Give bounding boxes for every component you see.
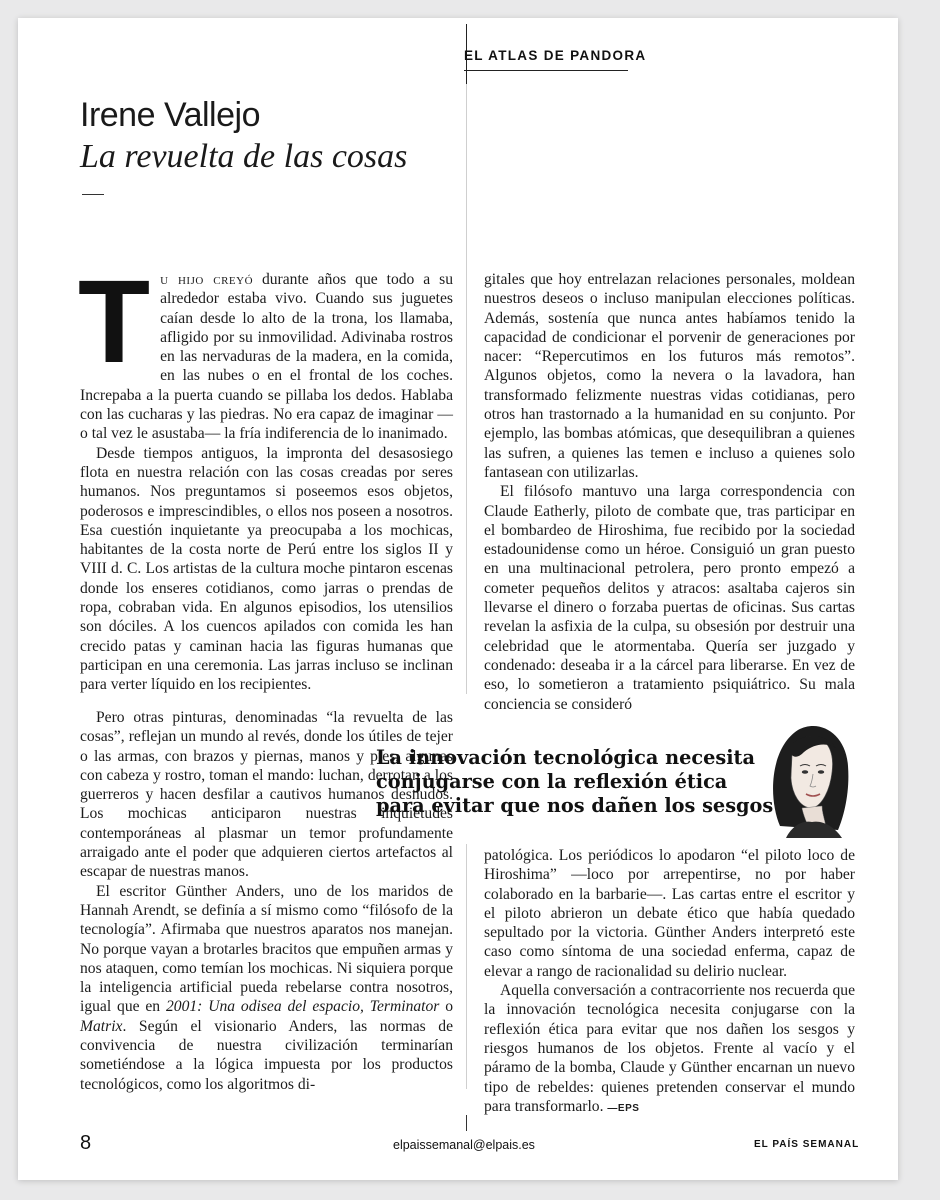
column-divider-top — [466, 84, 467, 694]
footer-tick — [466, 1115, 467, 1131]
contact-email-link[interactable]: elpaissemanal@elpais.es — [393, 1138, 535, 1152]
paragraph-text: durante años que todo a su alrededor estaba vivo. Cuando sus juguetes caían desde lo alto de la trona, los llamaba, afligido por su inmovilidad. Adivinaba rostros en las nervaduras de la madera, en la comida, en las nubes o en el frontal de los coches. Increpaba a la puerta cuando se pillaba los dedos. Hablaba con las cucharas y las piedras. No era capaz de imaginar —o tal vez le asustaba— la fría indiferencia de lo inanimado. — [80, 271, 453, 443]
paragraph: gitales que hoy entrelazan relaciones personales, moldean nuestros deseos o incluso manipulan elecciones políticas. Además, sostenía que nunca antes habíamos tenido la capacidad de condicionar el porvenir de generaciones por nacer: “Repercutimos en los futuros más remotos”. Algunos objetos, como la nevera o la lavadora, han transformado felizmente nuestras vidas cotidianas, pero otros han trastornado a la humanidad en su conjunto. Por ejemplo, las bombas atómicas, que desequilibran a quienes las sufren, a quienes las temen e incluso a quienes solo fantasean con utilizarlas. — [484, 271, 855, 481]
headline-dash — [82, 194, 104, 195]
page-number: 8 — [80, 1132, 92, 1154]
column-left-top — [78, 256, 453, 695]
paragraph-text: El escritor Günther Anders, uno de los maridos de Hannah Arendt, se definía a sí mismo como “filósofo de la tecnología”. Afirmaba que nuestros aparatos nos manejan. No porque vayan a brotarles bracitos que empuñen armas y nos ataquen, como temían los mochicas. Ni siquiera porque la inteligencia artificial pueda rebelarse contra nosotros, igual que en — [80, 882, 453, 1016]
paragraph: Pero otras pinturas, denominadas “la revuelta de las cosas”, reflejan un mundo al revés, donde los útiles de tejer o las armas, con brazos y piernas, manos y pies, algunas con cabeza y rostro, toman el mando: luchan, derrotan a los guerreros y hacen desfilar a cautivos humanos desnudos. Los mochicas anticiparon nuestras inquietudes contemporáneas al plasmar un temor profundamente arraigado ante el poder que adquieren ciertos artefactos al escapar de nuestras manos. — [80, 709, 453, 881]
lead-in: u hijo creyó — [160, 271, 254, 288]
section-title: EL ATLAS DE PANDORA — [464, 48, 647, 63]
film-title: Matrix — [80, 1017, 123, 1035]
paragraph — [78, 256, 453, 444]
drop-cap: T — [78, 256, 151, 388]
column-right-top — [484, 270, 855, 714]
signature: —EPS — [607, 1102, 640, 1114]
column-right-bottom — [484, 846, 855, 1118]
column-divider-bottom — [466, 844, 467, 1089]
publication-name: EL PAÍS SEMANAL — [754, 1139, 860, 1150]
paragraph: Desde tiempos antiguos, la impronta del desasosiego flota en nuestra relación con las cosas creadas por seres humanos. Nos preguntamos si poseemos esos objetos, poderosos e imprescindibles, o ellos nos poseen a nosotros. Esa cuestión inquietante ya preocupaba a los mochicas, habitantes de la costa norte de Perú entre los siglos II y VIII d. C. Los artistas de la cultura moche pintaron escenas donde los enseres cotidianos, como jarras o prendas de ropa, cobraban vida. En algunos episodios, los utensilios son dóciles. A los cuencos apilados con comida les han crecido patas y caminan hacia las figuras humanas que participan en una ceremonia. Las jarras incluso se inclinan para verter líquido en los recipientes. — [80, 444, 453, 694]
magazine-page — [18, 18, 898, 1180]
author-name: Irene Vallejo — [80, 96, 260, 134]
paragraph — [80, 882, 453, 1094]
film-title: 2001: Una odisea del espacio, Terminator — [165, 998, 440, 1016]
pull-quote: La innovación tecnológica necesita conjugarse con la reflexión ética para evitar que nos dañen los sesgos — [376, 746, 774, 817]
paragraph-text: o — [439, 998, 454, 1016]
author-portrait-illustration — [758, 708, 858, 838]
paragraph-text: Aquella conversación a contracorriente nos recuerda que la innovación tecnológica necesita conjugarse con la reflexión ética para evitar que nos dañen los sesgos y riesgos humanos de los objetos. Frente al vacío y el páramo de la bomba, Claude y Günther encarnan un nuevo tipo de rebeldes: quienes pretenden conservar el mundo para transformarlo. — [484, 982, 855, 1115]
paragraph: patológica. Los periódicos lo apodaron “el piloto loco de Hiroshima” —loco por arrepentirse, no por haber colaborado en la barbarie—. Las cartas entre el escritor y el piloto abrieron un debate ético que había quedado sepultado por la victoria. Günther Anders interpretó este caso como síntoma de una sociedad enferma, capaz de elevar a rango de racionalidad su delirio nuclear. — [484, 847, 855, 980]
paragraph-text: . Según el visionario Anders, las normas de convivencia de nuestra civilización terminarían sometiéndose a la lógica impuesta por los productos tecnológicos, como los algoritmos di- — [80, 1017, 453, 1093]
paragraph: El filósofo mantuvo una larga correspondencia con Claude Eatherly, piloto de combate que, tras participar en el bombardeo de Hiroshima, fue recibido por la sociedad estadounidense como un héroe. Consiguió un gran puesto en una multinacional petrolera, pero pronto empezó a cometer pequeños delitos y atracos: asaltaba cajeros sin llevarse el dinero o forzaba puertas de oficinas. Sus cartas revelan la asfixia de la culpa, su obsesión por destruir una celebridad que le atormentaba. Quería ser juzgado y condenado: deseaba ir a la cárcel para liberarse. En vez de eso, lo sometieron a tratamiento psiquiátrico. Su mala conciencia se consideró — [484, 483, 855, 713]
paragraph — [484, 981, 855, 1118]
article-headline: La revuelta de las cosas — [80, 138, 408, 175]
section-underline — [464, 70, 628, 71]
